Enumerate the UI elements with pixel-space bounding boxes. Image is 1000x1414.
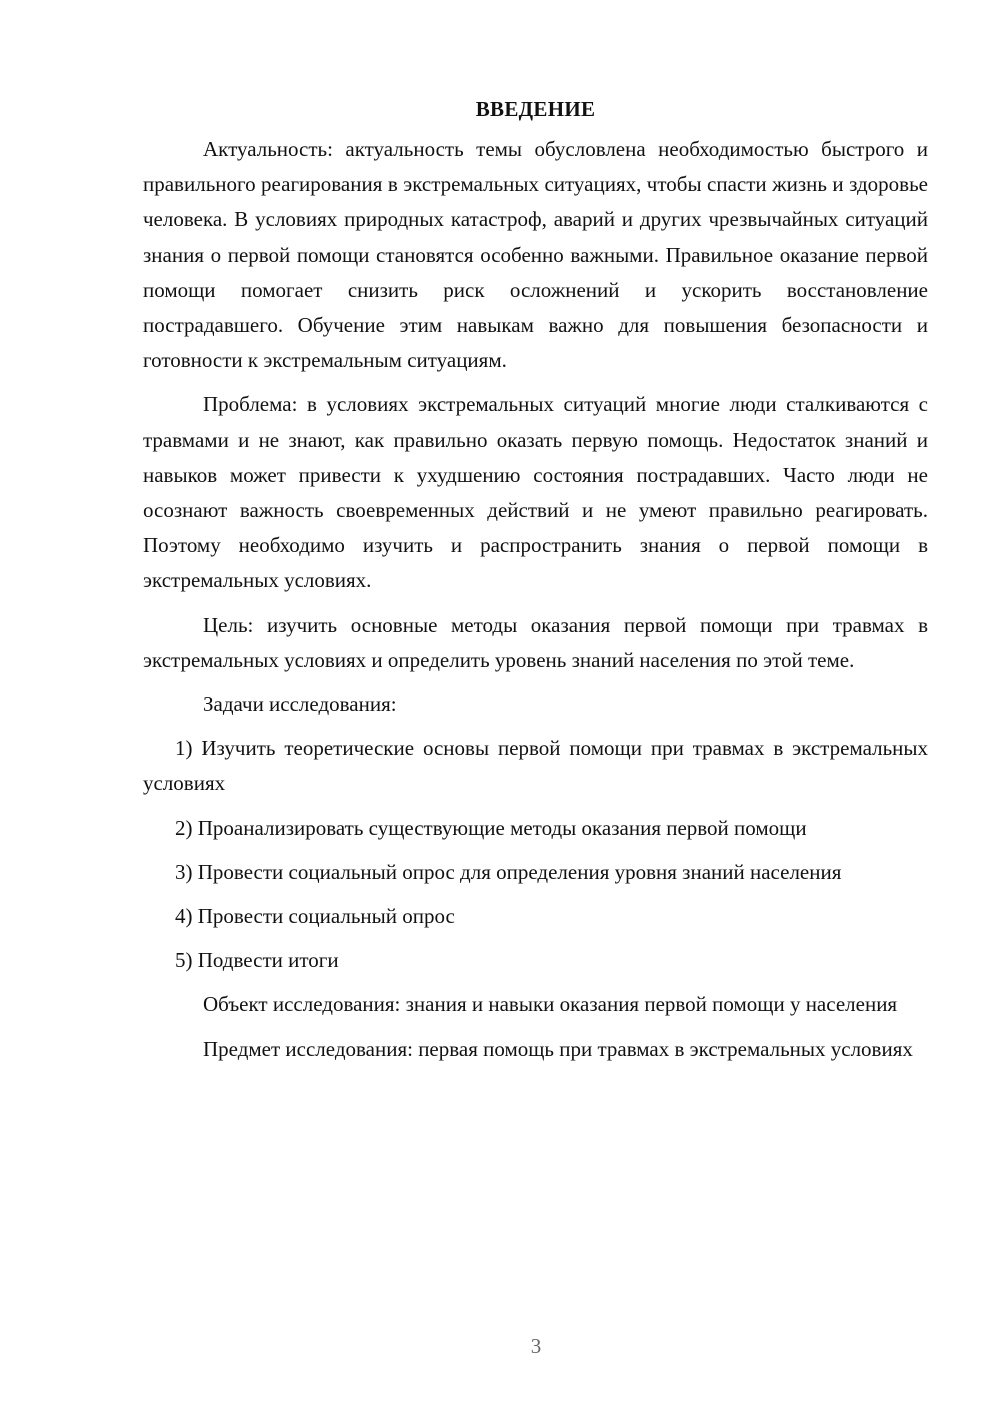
problem-paragraph: Проблема: в условиях экстремальных ситуаций многие люди сталкиваются с травмами и не знают, как правильно оказать первую помощь. Недостаток знаний и навыков может привести к ухудшению состояния пострадавших. Часто люди не осознают важность своевременных действий и не умеют правильно реагировать. Поэтому необходимо изучить и распространить знания о первой помощи в экстремальных условиях. xyxy=(143,392,928,593)
page-title: ВВЕДЕНИЕ xyxy=(475,97,596,121)
task-item: 3) Провести социальный опрос для определения уровня знаний населения xyxy=(175,859,842,884)
relevance-paragraph: Актуальность: актуальность темы обусловлена необходимостью быстрого и правильного реагирования в экстремальных ситуациях, чтобы спасти жизнь и здоровье человека. В условиях природных катастроф, аварий и других чрезвычайных ситуаций знания о первой помощи становятся особенно важными. Правильное оказание первой помощи помогает снизить риск осложнений и ускорить восстановление пострадавшего. Обучение этим навыкам важно для повышения безопасности и готовности к экстремальным ситуациям. xyxy=(143,137,928,373)
page-number: 3 xyxy=(530,1334,542,1358)
object-paragraph: Объект исследования: знания и навыки оказания первой помощи у населения xyxy=(203,992,898,1017)
subject-paragraph: Предмет исследования: первая помощь при травмах в экстремальных условиях xyxy=(203,1036,913,1061)
task-item: 1) Изучить теоретические основы первой помощи при травмах в экстремальных условиях xyxy=(143,736,928,796)
task-item: 2) Проанализировать существующие методы оказания первой помощи xyxy=(175,815,807,840)
goal-paragraph: Цель: изучить основные методы оказания первой помощи при травмах в экстремальных условиях и определить уровень знаний населения по этой теме. xyxy=(143,612,928,672)
task-item: 5) Подвести итоги xyxy=(175,948,339,973)
task-item: 4) Провести социальный опрос xyxy=(175,904,455,929)
tasks-title: Задачи исследования: xyxy=(203,692,397,717)
document-page xyxy=(143,92,928,1067)
